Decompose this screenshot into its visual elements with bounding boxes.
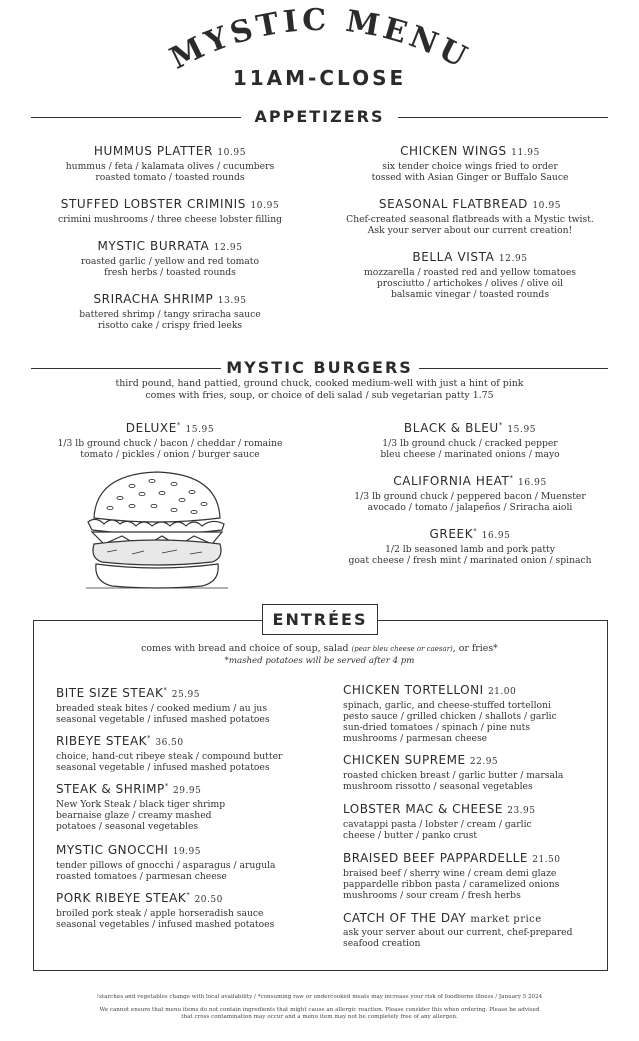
menu-title-text: MYSTIC MENU bbox=[164, 2, 476, 77]
menu-item: RIBEYE STEAK* 36.50 choice, hand-cut ribeye steak / compound butter seasonal vegetable / infused mashed potatoes bbox=[56, 734, 283, 773]
footer-note: !starches and vegetables change with local availability / *consuming raw or undercooked meats may increase your risk of foodborne illness / January 5 2024 bbox=[96, 994, 543, 1000]
menu-item: MYSTIC GNOCCHI 19.95 tender pillows of gnocchi / asparagus / arugula roasted tomatoes / parmesan cheese bbox=[56, 843, 276, 882]
menu-item: CALIFORNIA HEAT* 16.95 1/3 lb ground chuck / peppered bacon / Muenster avocado / tomato / jalapeños / Sriracha aioli bbox=[354, 474, 586, 513]
menu-item: MYSTIC BURRATA 12.95 roasted garlic / yellow and red tomato fresh herbs / toasted rounds bbox=[80, 239, 260, 278]
entrees-intro: comes with bread and choice of soup, salad (pear bleu cheese or caesar), or fries* *mashed potatoes will be served after 4 pm bbox=[141, 643, 498, 666]
hours: 11AM-CLOSE bbox=[232, 66, 407, 90]
menu-item: STEAK & SHRIMP* 29.95 New York Steak / black tiger shrimp bearnaise glaze / creamy mashed potatoes / seasonal vegetables bbox=[56, 782, 226, 832]
appetizers-heading-label: APPETIZERS bbox=[254, 107, 385, 126]
menu-item: BRAISED BEEF PAPPARDELLE 21.50 braised beef / sherry wine / cream demi glaze pappardelle ribbon pasta / caramelized onions mushrooms / sour cream / fresh herbs bbox=[343, 851, 561, 901]
menu-item: BITE SIZE STEAK* 25.95 breaded steak bites / cooked medium / au jus seasonal vegetable / infused mashed potatoes bbox=[56, 686, 270, 725]
menu-item: BLACK & BLEU* 15.95 1/3 lb ground chuck / cracked pepper bleu cheese / marinated onions / mayo bbox=[380, 421, 560, 460]
menu-item: SEASONAL FLATBREAD 10.95 Chef-created seasonal flatbreads with a Mystic twist. Ask your server about our current creation! bbox=[346, 197, 594, 236]
menu-item: HUMMUS PLATTER 10.95 hummus / feta / kalamata olives / cucumbers roasted tomato / toasted rounds bbox=[65, 144, 275, 183]
menu-item: BELLA VISTA 12.95 mozzarella / roasted red and yellow tomatoes prosciutto / artichokes / olives / olive oil balsamic vinegar / toasted rounds bbox=[363, 250, 576, 300]
burger-illustration bbox=[82, 466, 232, 591]
menu-item: GREEK* 16.95 1/2 lb seasoned lamb and pork patty goat cheese / fresh mint / marinated onion / spinach bbox=[348, 527, 592, 566]
menu-item: STUFFED LOBSTER CRIMINIS 10.95 crimini mushrooms / three cheese lobster filling bbox=[57, 197, 283, 225]
allergen-note: We cannot ensure that menu items do not contain ingredients that might cause an allergic reaction. Please consider this when ordering. Please be advised that cross contamination may occur and a menu item may not be completely free of any allergen. bbox=[99, 1007, 540, 1020]
appetizers-heading bbox=[31, 107, 608, 127]
menu-item: PORK RIBEYE STEAK* 20.50 broiled pork steak / apple horseradish sauce seasonal vegetables / infused mashed potatoes bbox=[56, 891, 275, 930]
menu-item: CHICKEN WINGS 11.95 six tender choice wings fried to order tossed with Asian Ginger or Buffalo Sauce bbox=[371, 144, 569, 183]
burgers-heading bbox=[31, 358, 608, 378]
burgers-heading-label: MYSTIC BURGERS bbox=[226, 358, 413, 377]
burgers-intro: third pound, hand pattied, ground chuck, cooked medium-well with just a hint of pink comes with fries, soup, or choice of deli salad / sub vegetarian patty 1.75 bbox=[115, 378, 524, 401]
menu-item: SRIRACHA SHRIMP 13.95 battered shrimp / tangy sriracha sauce risotto cake / crispy fried leeks bbox=[79, 292, 261, 331]
menu-item: CATCH OF THE DAY market price ask your server about our current, chef-prepared seafood creation bbox=[343, 911, 573, 949]
menu-item: CHICKEN TORTELLONI 21.00 spinach, garlic, and cheese-stuffed tortelloni pesto sauce / grilled chicken / shallots / garlic sun-dried tomatoes / spinach / pine nuts mushrooms / parmesan cheese bbox=[343, 683, 557, 744]
menu-item: CHICKEN SUPREME 22.95 roasted chicken breast / garlic butter / marsala mushroom rissotto / seasonal vegetables bbox=[343, 753, 564, 792]
entrees-heading: ENTRÉES bbox=[262, 604, 378, 635]
menu-item: LOBSTER MAC & CHEESE 23.95 cavatappi pasta / lobster / cream / garlic cheese / butter / panko crust bbox=[343, 802, 536, 841]
menu-item: DELUXE* 15.95 1/3 lb ground chuck / bacon / cheddar / romaine tomato / pickles / onion / burger sauce bbox=[57, 421, 283, 460]
